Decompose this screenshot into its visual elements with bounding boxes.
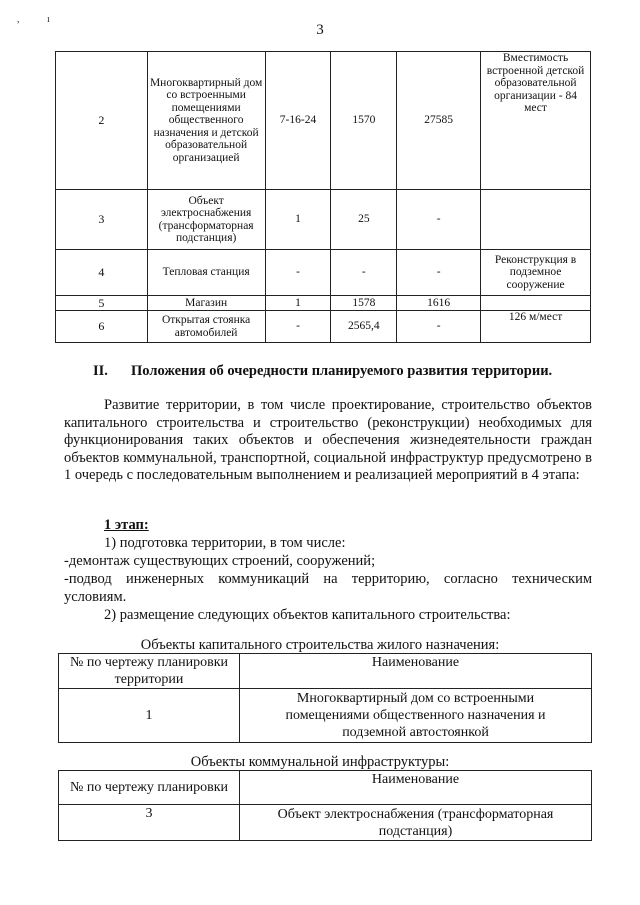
table-cell-value: 1570 [331,52,397,190]
header-no: № по чертежу планировки территории [59,654,240,689]
scan-mark: ı [47,14,50,25]
header-name: Наименование [240,771,592,805]
header-no: № по чертежу планировки [59,771,240,805]
table-cell-note [481,296,591,311]
table-cell-value: 27585 [397,52,481,190]
table-cell-note: Реконструкция в подземное сооружение [481,250,591,296]
stage-bullet-2: -подвод инженерных коммуникаций на территорию, согласно техническим [64,571,592,587]
stage-item-1: 1) подготовка территории, в том числе: [104,535,346,551]
table-cell-name: Объект электроснабжения (трансформаторная подстанция) [147,190,265,250]
section-number: II. [93,363,108,379]
table-cell-value: 1578 [331,296,397,311]
table-cell-no: 3 [59,805,240,841]
table-cell-value: - [397,190,481,250]
section-title: Положения об очередности планируемого развития территории. [131,363,553,379]
table-row [59,805,592,841]
utility-caption-text: Объекты коммунальной инфраструктуры: [190,754,450,770]
utility-table [58,770,592,841]
table-cell-value: 1 [265,296,331,311]
table-row [56,52,591,190]
table-cell-name: Тепловая станция [147,250,265,296]
objects-table [55,51,591,343]
table-row [56,311,591,343]
table-row [59,689,592,743]
table-header-row [59,771,592,805]
header-name: Наименование [240,654,592,689]
table-cell-value: - [265,311,331,343]
table-cell-no: 6 [56,311,148,343]
table-row [56,296,591,311]
scan-mark: , [17,14,20,25]
stage-bullet-2-cont: условиям. [64,589,127,605]
residential-caption-text: Объекты капитального строительства жилого назначения: [140,637,500,653]
table-cell-name: Многоквартирный дом со встроенными помещениями общественного назначения и подземной автостоянкой [240,689,592,743]
table-cell-value: 1 [265,190,331,250]
table-cell-value: 25 [331,190,397,250]
section-heading [93,363,613,380]
table-cell-name: Магазин [147,296,265,311]
table-cell-no: 1 [59,689,240,743]
table-cell-no: 4 [56,250,148,296]
table-row [56,190,591,250]
table-row [56,250,591,296]
residential-table [58,653,592,743]
table-cell-value: - [265,250,331,296]
table-cell-note: Вместимость встроенной детской образовательной организации - 84 мест [481,52,591,190]
table-cell-value: 2565,4 [331,311,397,343]
table-cell-note: 126 м/мест [481,311,591,343]
table-cell-value: 1616 [397,296,481,311]
stage-bullet-1: -демонтаж существующих строений, сооружений; [64,553,376,569]
table-header-row [59,654,592,689]
utility-caption [0,754,640,771]
page-number: 3 [316,22,324,38]
table-cell-value: - [331,250,397,296]
intro-paragraph: Развитие территории, в том числе проектирование, строительство объектов капитального строительства и строительство (реконструкции) необходимых для функционирования таких объектов и обеспечения жизнедеятельности граждан объектов коммунальной, транспортной, социальной инфраструктур предусмотрено в 1 очередь с последовательным выполнением и реализацией мероприятий в 4 этапа: [64,397,592,483]
table-cell-name: Многоквартирный дом со встроенными помещениями общественного назначения и детской образовательной организацией [147,52,265,190]
table-cell-name: Открытая стоянка автомобилей [147,311,265,343]
table-cell-value: - [397,311,481,343]
table-cell-no: 5 [56,296,148,311]
table-cell-value: 7-16-24 [265,52,331,190]
residential-caption [0,637,640,654]
stage-item-2: 2) размещение следующих объектов капитального строительства: [104,607,511,623]
table-cell-name: Объект электроснабжения (трансформаторная подстанция) [240,805,592,841]
stage-title: 1 этап: [104,517,149,533]
table-cell-no: 2 [56,52,148,190]
table-cell-note [481,190,591,250]
table-cell-no: 3 [56,190,148,250]
table-cell-value: - [397,250,481,296]
